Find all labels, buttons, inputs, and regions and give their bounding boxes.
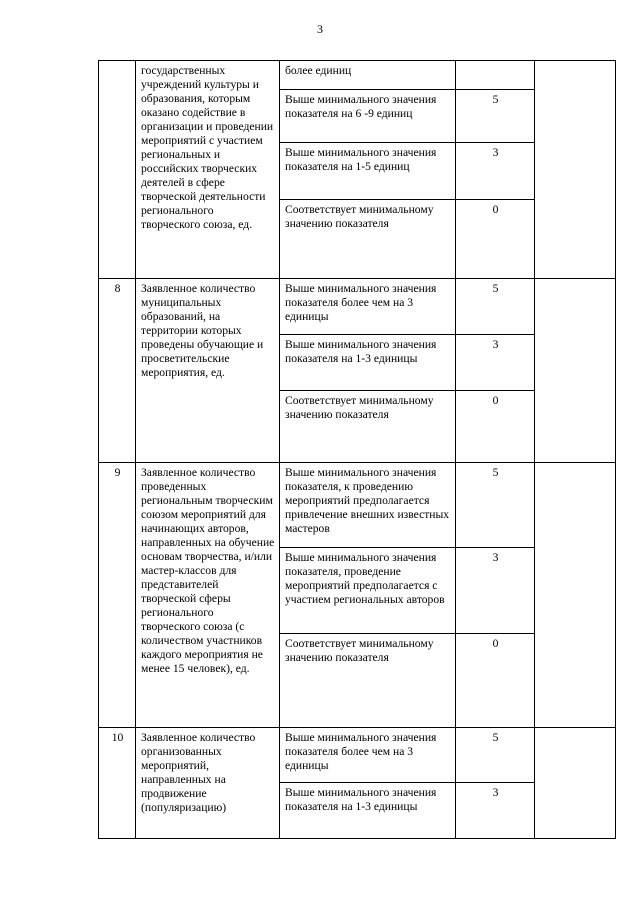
score-cell: 5	[456, 463, 535, 548]
condition-cell: Выше минимального значения показателя на 1-3 единицы	[280, 335, 456, 391]
score-cell	[456, 61, 535, 90]
row-number: 9	[99, 463, 136, 728]
condition-cell: Выше минимального значения показателя, проведение мероприятий предполагается с участием региональных авторов	[280, 548, 456, 634]
score-cell: 5	[456, 279, 535, 335]
condition-cell: более единиц	[280, 61, 456, 90]
table-row	[99, 279, 616, 335]
score-cell: 0	[456, 391, 535, 463]
score-cell: 5	[456, 728, 535, 783]
score-cell: 0	[456, 200, 535, 279]
empty-cell	[535, 463, 616, 728]
condition-cell: Выше минимального значения показателя на 6 -9 единиц	[280, 90, 456, 143]
condition-cell: Выше минимального значения показателя более чем на 3 единицы	[280, 279, 456, 335]
criterion-cell: Заявленное количество организованных мероприятий, направленных на продвижение (популяризацию)	[136, 728, 280, 839]
criteria-table	[98, 60, 616, 839]
table-row	[99, 463, 616, 548]
condition-cell: Соответствует минимальному значению показателя	[280, 391, 456, 463]
criterion-cell: Заявленное количество муниципальных образований, на территории которых проведены обучающие и просветительские мероприятия, ед.	[136, 279, 280, 463]
score-cell: 0	[456, 634, 535, 728]
empty-cell	[535, 279, 616, 463]
score-cell: 3	[456, 143, 535, 200]
row-number: 10	[99, 728, 136, 839]
criterion-cell: Заявленное количество проведенных региональным творческим союзом мероприятий для начинающих авторов, направленных на обучение основам творчества, и/или мастер-классов для представителей творческой сферы регионального творческого союза (с количеством участников каждого мероприятия не менее 15 человек), ед.	[136, 463, 280, 728]
score-cell: 3	[456, 335, 535, 391]
score-cell: 3	[456, 548, 535, 634]
table-row	[99, 61, 616, 90]
condition-cell: Выше минимального значения показателя, к проведению мероприятий предполагается привлечение внешних известных мастеров	[280, 463, 456, 548]
condition-cell: Соответствует минимальному значению показателя	[280, 634, 456, 728]
row-number: 8	[99, 279, 136, 463]
condition-cell: Выше минимального значения показателя на 1-5 единиц	[280, 143, 456, 200]
score-cell: 3	[456, 783, 535, 839]
condition-cell: Выше минимального значения показателя на 1-3 единицы	[280, 783, 456, 839]
table-row	[99, 728, 616, 783]
condition-cell: Соответствует минимальному значению показателя	[280, 200, 456, 279]
criterion-cell: государственных учреждений культуры и образования, которым оказано содействие в организации и проведении мероприятий с участием региональных и российских творческих деятелей в сфере творческой деятельности регионального творческого союза, ед.	[136, 61, 280, 279]
empty-cell	[535, 728, 616, 839]
empty-cell	[535, 61, 616, 279]
row-number	[99, 61, 136, 279]
condition-cell: Выше минимального значения показателя более чем на 3 единицы	[280, 728, 456, 783]
score-cell: 5	[456, 90, 535, 143]
page-number: 3	[317, 22, 323, 36]
